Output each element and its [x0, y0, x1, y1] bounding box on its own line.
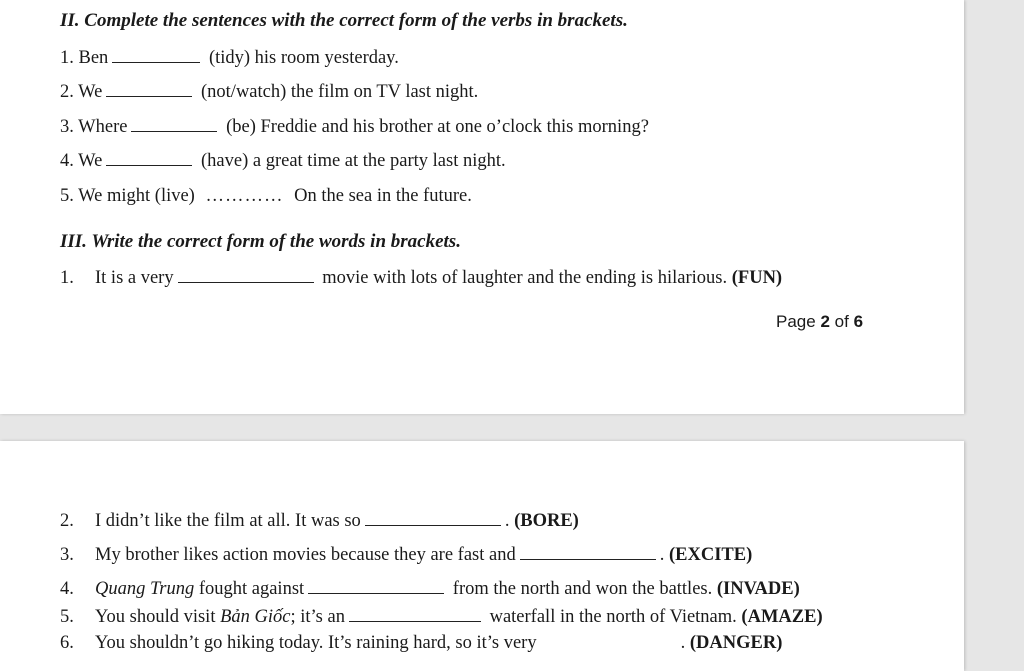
answer-blank[interactable] [106, 151, 192, 166]
answer-blank[interactable] [112, 48, 200, 63]
exercise-3-item-5: 5. You should visit Bản Giốc; it’s an waterfall in the north of Vietnam. (AMAZE) [60, 607, 823, 627]
exercise-2-item-5: 5. We might (live) ………… On the sea in the future. [60, 186, 472, 206]
page-number: Page 2 of 6 [776, 312, 864, 331]
document-page-3 [0, 441, 964, 671]
answer-blank[interactable] [520, 545, 656, 560]
exercise-2-item-2: 2. We (not/watch) the film on TV last night. [60, 82, 479, 102]
exercise-3-item-1: 1. It is a very movie with lots of laughter and the ending is hilarious. (FUN) [60, 268, 783, 288]
exercise-2-item-4: 4. We (have) a great time at the party last night. [60, 151, 506, 171]
answer-blank[interactable] [349, 607, 481, 622]
answer-blank[interactable] [365, 511, 501, 526]
answer-blank[interactable] [308, 579, 444, 594]
answer-dots[interactable]: ………… [205, 186, 284, 206]
answer-blank[interactable] [131, 117, 217, 132]
section-2-heading: II. Complete the sentences with the correct form of the verbs in brackets. [60, 10, 628, 31]
answer-blank[interactable] [178, 268, 314, 283]
exercise-3-item-2: 2. I didn’t like the film at all. It was so . (BORE) [60, 511, 579, 531]
answer-blank[interactable] [106, 82, 192, 97]
exercise-3-item-6: 6. You shouldn’t go hiking today. It’s raining hard, so it’s very . (DANGER) [60, 633, 783, 653]
exercise-3-item-4: 4. Quang Trung fought against from the north and won the battles. (INVADE) [60, 579, 800, 599]
exercise-3-item-3: 3. My brother likes action movies because they are fast and . (EXCITE) [60, 545, 753, 565]
exercise-2-item-3: 3. Where (be) Freddie and his brother at one o’clock this morning? [60, 117, 649, 137]
exercise-2-item-1: 1. Ben (tidy) his room yesterday. [60, 48, 399, 68]
answer-blank[interactable] [541, 633, 677, 648]
section-3-heading: III. Write the correct form of the words in brackets. [60, 231, 461, 252]
